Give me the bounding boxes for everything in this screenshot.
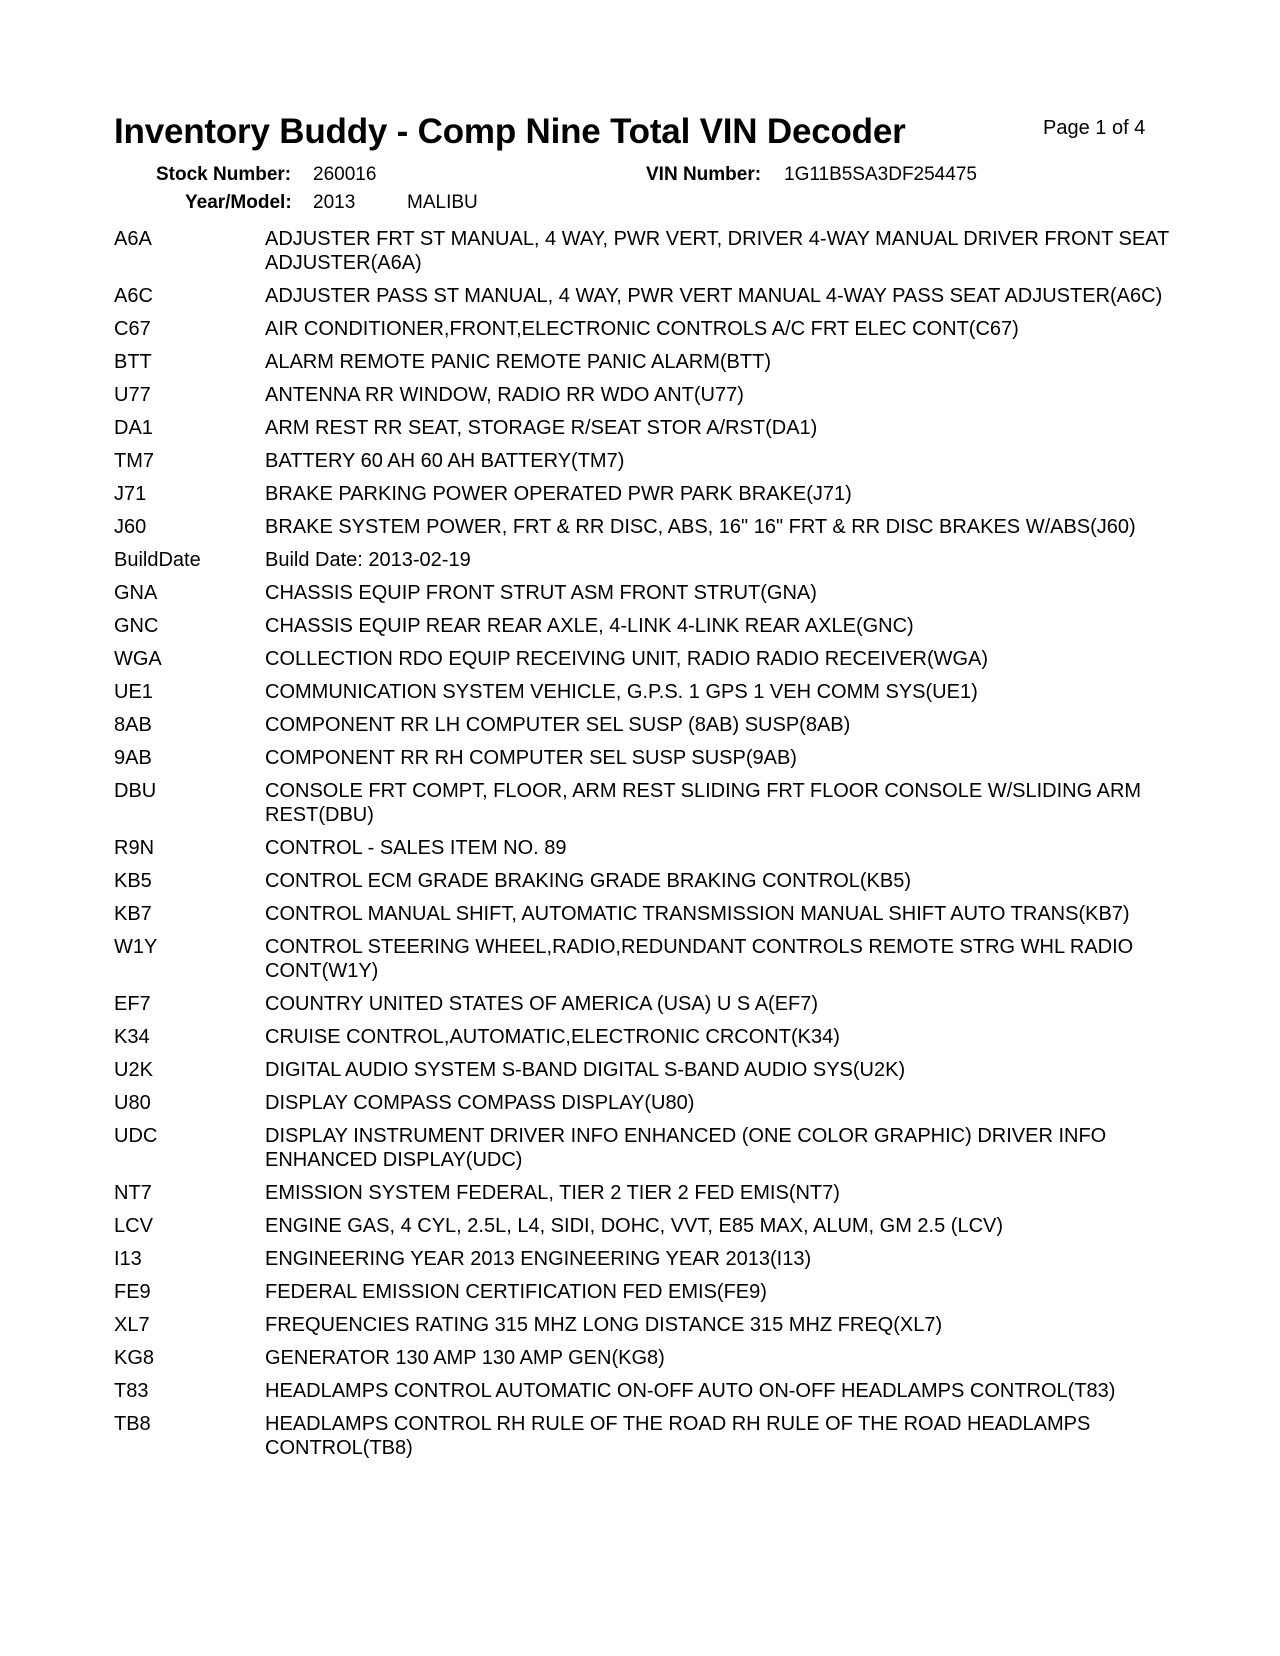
option-description: COMMUNICATION SYSTEM VEHICLE, G.P.S. 1 GPS 1 VEH COMM SYS(UE1) bbox=[265, 681, 978, 703]
option-description: COLLECTION RDO EQUIP RECEIVING UNIT, RADIO RADIO RECEIVER(WGA) bbox=[265, 648, 989, 670]
option-description: COMPONENT RR RH COMPUTER SEL SUSP SUSP(9AB) bbox=[265, 747, 797, 769]
option-row bbox=[114, 1379, 1174, 1403]
option-code: GNC bbox=[114, 615, 159, 637]
option-row bbox=[114, 1346, 1174, 1370]
option-row bbox=[114, 680, 1174, 704]
option-code: R9N bbox=[114, 837, 155, 859]
option-row bbox=[114, 614, 1174, 638]
option-description: ADJUSTER FRT ST MANUAL, 4 WAY, PWR VERT, DRIVER 4-WAY MANUAL DRIVER FRONT SEAT ADJUSTER(A6A) bbox=[265, 228, 1169, 274]
option-code: LCV bbox=[114, 1215, 153, 1237]
option-description: ADJUSTER PASS ST MANUAL, 4 WAY, PWR VERT MANUAL 4-WAY PASS SEAT ADJUSTER(A6C) bbox=[265, 285, 1163, 307]
option-description: CONTROL STEERING WHEEL,RADIO,REDUNDANT CONTROLS REMOTE STRG WHL RADIO CONT(W1Y) bbox=[265, 936, 1134, 982]
option-description: BATTERY 60 AH 60 AH BATTERY(TM7) bbox=[265, 450, 625, 472]
option-description: ARM REST RR SEAT, STORAGE R/SEAT STOR A/RST(DA1) bbox=[265, 417, 818, 439]
option-description: ENGINE GAS, 4 CYL, 2.5L, L4, SIDI, DOHC, VVT, E85 MAX, ALUM, GM 2.5 (LCV) bbox=[265, 1215, 1004, 1237]
option-row bbox=[114, 548, 1174, 572]
option-code: U2K bbox=[114, 1059, 153, 1081]
option-row bbox=[114, 284, 1174, 308]
option-row bbox=[114, 1280, 1174, 1304]
option-row bbox=[114, 1091, 1174, 1115]
option-description: HEADLAMPS CONTROL AUTOMATIC ON-OFF AUTO ON-OFF HEADLAMPS CONTROL(T83) bbox=[265, 1380, 1116, 1402]
option-row bbox=[114, 746, 1174, 770]
option-code: WGA bbox=[114, 648, 162, 670]
option-description: BRAKE SYSTEM POWER, FRT & RR DISC, ABS, 16" 16" FRT & RR DISC BRAKES W/ABS(J60) bbox=[265, 516, 1136, 538]
option-row bbox=[114, 1025, 1174, 1049]
option-row bbox=[114, 713, 1174, 737]
model-value: MALIBU bbox=[407, 192, 478, 213]
option-code: 9AB bbox=[114, 747, 152, 769]
option-row bbox=[114, 902, 1174, 926]
option-row bbox=[114, 515, 1174, 539]
option-description: CHASSIS EQUIP FRONT STRUT ASM FRONT STRUT(GNA) bbox=[265, 582, 817, 604]
option-row bbox=[114, 935, 1174, 983]
stock-number-label: Stock Number: bbox=[156, 164, 292, 185]
option-code: KB7 bbox=[114, 903, 152, 925]
option-description: CONTROL MANUAL SHIFT, AUTOMATIC TRANSMISSION MANUAL SHIFT AUTO TRANS(KB7) bbox=[265, 903, 1130, 925]
option-code: T83 bbox=[114, 1380, 149, 1402]
option-code: XL7 bbox=[114, 1314, 150, 1336]
option-row bbox=[114, 1124, 1174, 1172]
option-code: FE9 bbox=[114, 1281, 151, 1303]
option-description: BRAKE PARKING POWER OPERATED PWR PARK BRAKE(J71) bbox=[265, 483, 852, 505]
option-code: K34 bbox=[114, 1026, 150, 1048]
vin-number-value: 1G11B5SA3DF254475 bbox=[784, 164, 977, 185]
option-description: ENGINEERING YEAR 2013 ENGINEERING YEAR 2013(I13) bbox=[265, 1248, 812, 1270]
option-row bbox=[114, 317, 1174, 341]
option-code: J71 bbox=[114, 483, 147, 505]
option-description: ALARM REMOTE PANIC REMOTE PANIC ALARM(BTT) bbox=[265, 351, 771, 373]
option-code: U80 bbox=[114, 1092, 151, 1114]
option-code: KB5 bbox=[114, 870, 152, 892]
option-code: DBU bbox=[114, 780, 157, 802]
option-description: HEADLAMPS CONTROL RH RULE OF THE ROAD RH RULE OF THE ROAD HEADLAMPS CONTROL(TB8) bbox=[265, 1413, 1091, 1459]
option-description: COUNTRY UNITED STATES OF AMERICA (USA) U S A(EF7) bbox=[265, 993, 819, 1015]
option-row bbox=[114, 1214, 1174, 1238]
option-code: U77 bbox=[114, 384, 151, 406]
option-code: I13 bbox=[114, 1248, 142, 1270]
option-code: GNA bbox=[114, 582, 158, 604]
option-code: J60 bbox=[114, 516, 147, 538]
option-description: DIGITAL AUDIO SYSTEM S-BAND DIGITAL S-BAND AUDIO SYS(U2K) bbox=[265, 1059, 906, 1081]
vin-number-label: VIN Number: bbox=[646, 164, 762, 185]
option-description: ANTENNA RR WINDOW, RADIO RR WDO ANT(U77) bbox=[265, 384, 744, 406]
option-row bbox=[114, 1247, 1174, 1271]
year-model-label: Year/Model: bbox=[185, 192, 292, 213]
option-list bbox=[114, 227, 1174, 1469]
option-code: NT7 bbox=[114, 1182, 152, 1204]
option-description: DISPLAY INSTRUMENT DRIVER INFO ENHANCED (ONE COLOR GRAPHIC) DRIVER INFO ENHANCED DISPLAY(UDC) bbox=[265, 1125, 1107, 1171]
option-code: TM7 bbox=[114, 450, 154, 472]
option-row bbox=[114, 416, 1174, 440]
option-code: A6A bbox=[114, 228, 152, 250]
option-row bbox=[114, 581, 1174, 605]
option-description: CRUISE CONTROL,AUTOMATIC,ELECTRONIC CRCONT(K34) bbox=[265, 1026, 840, 1048]
option-description: CONTROL ECM GRADE BRAKING GRADE BRAKING CONTROL(KB5) bbox=[265, 870, 912, 892]
option-code: KG8 bbox=[114, 1347, 155, 1369]
option-row bbox=[114, 869, 1174, 893]
option-code: UE1 bbox=[114, 681, 153, 703]
option-description: COMPONENT RR LH COMPUTER SEL SUSP (8AB) SUSP(8AB) bbox=[265, 714, 851, 736]
option-description: GENERATOR 130 AMP 130 AMP GEN(KG8) bbox=[265, 1347, 665, 1369]
option-row bbox=[114, 482, 1174, 506]
option-row bbox=[114, 227, 1174, 275]
option-description: FEDERAL EMISSION CERTIFICATION FED EMIS(FE9) bbox=[265, 1281, 767, 1303]
option-code: C67 bbox=[114, 318, 151, 340]
option-code: EF7 bbox=[114, 993, 151, 1015]
option-description: DISPLAY COMPASS COMPASS DISPLAY(U80) bbox=[265, 1092, 695, 1114]
option-code: TB8 bbox=[114, 1413, 151, 1435]
option-description: EMISSION SYSTEM FEDERAL, TIER 2 TIER 2 FED EMIS(NT7) bbox=[265, 1182, 840, 1204]
option-description: Build Date: 2013-02-19 bbox=[265, 549, 471, 571]
option-code: W1Y bbox=[114, 936, 158, 958]
option-row bbox=[114, 1313, 1174, 1337]
option-description: CONSOLE FRT COMPT, FLOOR, ARM REST SLIDING FRT FLOOR CONSOLE W/SLIDING ARM REST(DBU) bbox=[265, 780, 1142, 826]
option-description: CHASSIS EQUIP REAR REAR AXLE, 4-LINK 4-LINK REAR AXLE(GNC) bbox=[265, 615, 914, 637]
page-number: Page 1 of 4 bbox=[1043, 117, 1146, 139]
option-description: AIR CONDITIONER,FRONT,ELECTRONIC CONTROLS A/C FRT ELEC CONT(C67) bbox=[265, 318, 1019, 340]
option-description: FREQUENCIES RATING 315 MHZ LONG DISTANCE 315 MHZ FREQ(XL7) bbox=[265, 1314, 943, 1336]
option-row bbox=[114, 1181, 1174, 1205]
option-code: DA1 bbox=[114, 417, 153, 439]
option-code: BuildDate bbox=[114, 549, 201, 571]
option-row bbox=[114, 647, 1174, 671]
option-row bbox=[114, 383, 1174, 407]
option-code: BTT bbox=[114, 351, 152, 373]
option-row bbox=[114, 1058, 1174, 1082]
option-code: A6C bbox=[114, 285, 153, 307]
option-row bbox=[114, 1412, 1174, 1460]
year-value: 2013 bbox=[313, 192, 356, 213]
stock-number-value: 260016 bbox=[313, 164, 377, 185]
option-row bbox=[114, 992, 1174, 1016]
option-row bbox=[114, 836, 1174, 860]
option-row bbox=[114, 350, 1174, 374]
option-row bbox=[114, 779, 1174, 827]
option-code: 8AB bbox=[114, 714, 152, 736]
option-description: CONTROL - SALES ITEM NO. 89 bbox=[265, 837, 567, 859]
document-title: Inventory Buddy - Comp Nine Total VIN Decoder bbox=[114, 112, 906, 151]
option-row bbox=[114, 449, 1174, 473]
option-code: UDC bbox=[114, 1125, 158, 1147]
